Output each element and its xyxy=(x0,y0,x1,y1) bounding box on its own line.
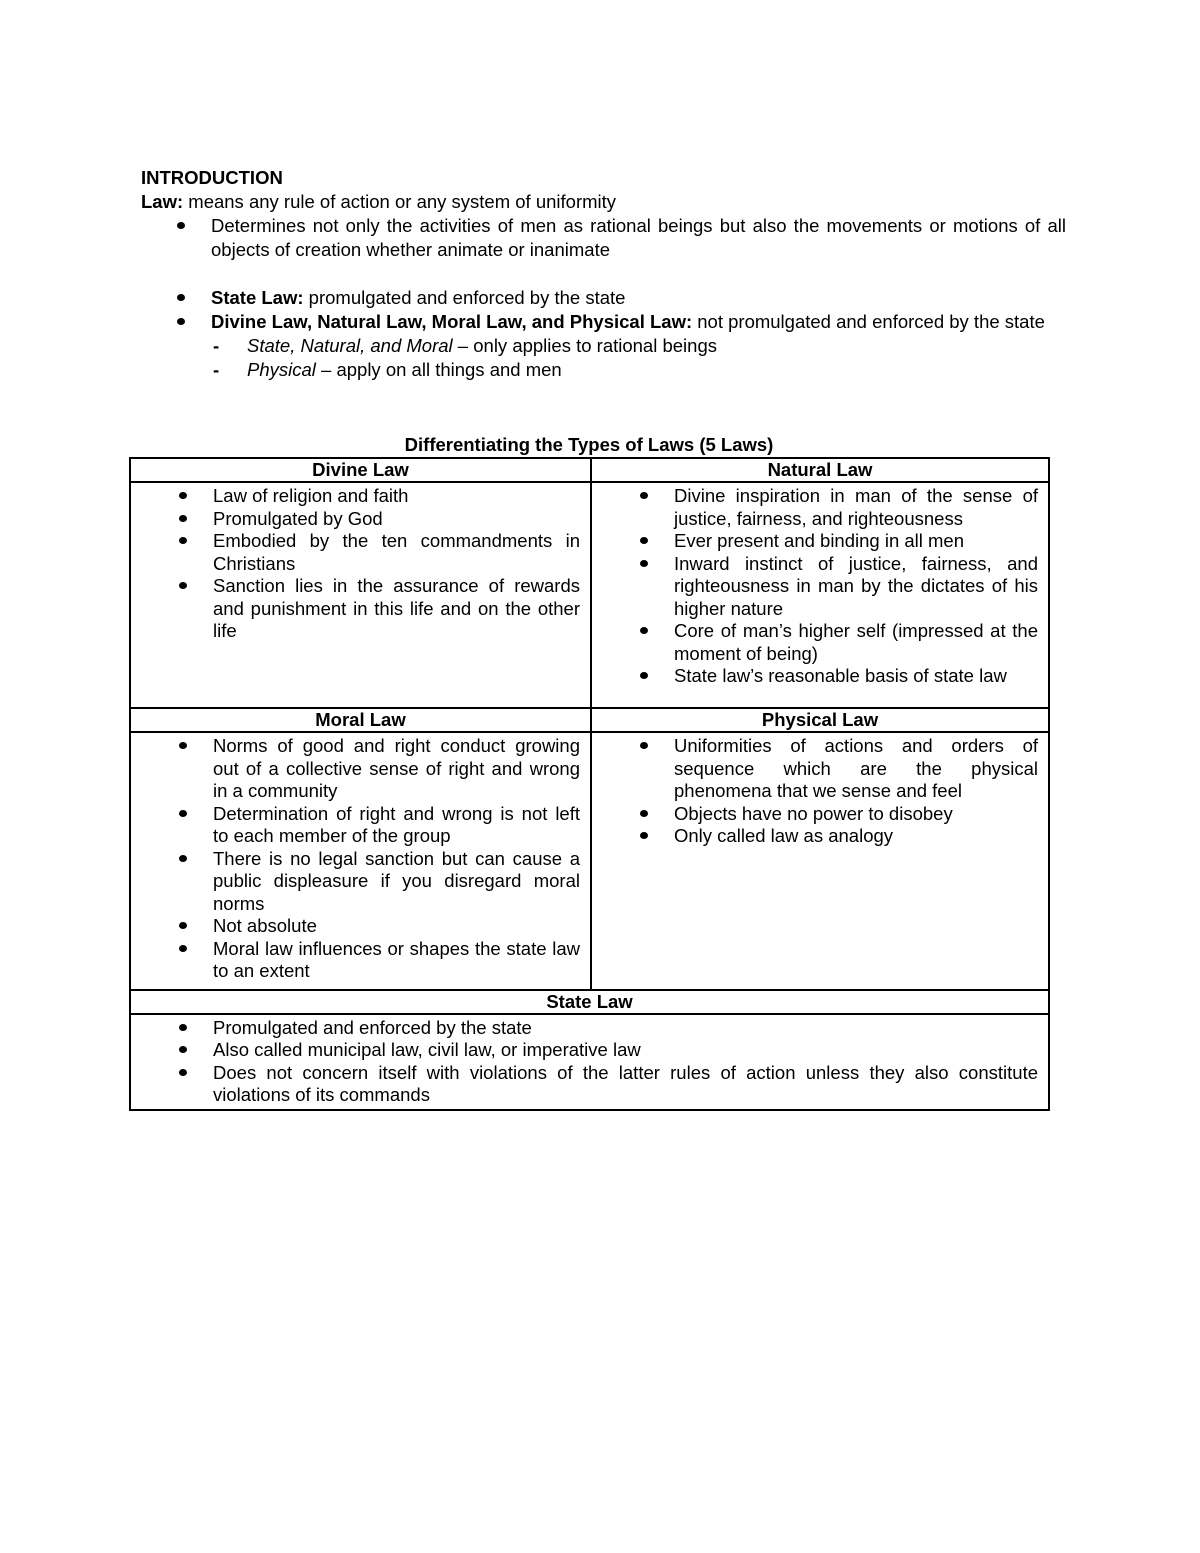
divine-law-list xyxy=(131,485,580,643)
state-law-list xyxy=(131,1017,1038,1107)
divine-law-cell xyxy=(130,482,591,708)
physical-law-cell xyxy=(591,732,1049,990)
natural-law-cell xyxy=(591,482,1049,708)
sub-list-item xyxy=(247,358,1066,382)
list-item: Objects have no power to disobey xyxy=(674,803,1038,826)
list-item: Promulgated and enforced by the state xyxy=(213,1017,1038,1040)
state-law-term: State Law: xyxy=(211,287,304,308)
list-item: Inward instinct of justice, fairness, and righteousness in man by the dictates of his higher nature xyxy=(674,552,1038,619)
list-item: Does not concern itself with violations of the latter rules of action unless they also constitute violations of its commands xyxy=(213,1061,1038,1105)
list-item: Also called municipal law, civil law, or imperative law xyxy=(213,1039,1038,1062)
sub-item-text: – apply on all things and men xyxy=(315,359,562,380)
list-item: Law of religion and faith xyxy=(213,485,580,508)
state-law-cell xyxy=(130,1014,1049,1110)
laws-table xyxy=(129,457,1050,1111)
list-item xyxy=(211,310,1066,382)
list-item: Determination of right and wrong is not left to each member of the group xyxy=(213,802,580,846)
list-item xyxy=(211,214,1066,262)
list-item: Core of man’s higher self (impressed at the moment of being) xyxy=(674,620,1038,664)
list-item: Promulgated by God xyxy=(213,508,580,531)
state-law-header: State Law xyxy=(130,990,1049,1014)
list-item: Divine inspiration in man of the sense of justice, fairness, and righteousness xyxy=(674,485,1038,529)
divine-law-header: Divine Law xyxy=(130,458,591,482)
section-heading: INTRODUCTION xyxy=(141,167,283,188)
other-laws-def: not promulgated and enforced by the state xyxy=(692,311,1045,332)
law-kinds-list xyxy=(141,286,1066,382)
list-item: Moral law influences or shapes the state law to an extent xyxy=(213,937,580,981)
list-item: Not absolute xyxy=(213,915,580,938)
sub-item-text: – only applies to rational beings xyxy=(452,335,717,356)
moral-law-cell xyxy=(130,732,591,990)
moral-law-list xyxy=(131,735,580,983)
list-item xyxy=(211,286,1066,310)
moral-law-header: Moral Law xyxy=(130,708,591,732)
list-item: Embodied by the ten commandments in Christians xyxy=(213,530,580,574)
list-item: Only called law as analogy xyxy=(674,825,1038,848)
list-item: State law’s reasonable basis of state law xyxy=(674,665,1038,688)
sub-item-italic: State, Natural, and Moral xyxy=(247,335,453,356)
introduction-section xyxy=(141,166,1066,382)
state-law-def: promulgated and enforced by the state xyxy=(303,287,626,308)
list-item: There is no legal sanction but can cause a public displeasure if you disregard moral norms xyxy=(213,847,580,914)
list-item: Sanction lies in the assurance of rewards and punishment in this life and on the other life xyxy=(213,575,580,641)
law-definition xyxy=(141,190,1066,214)
natural-law-header: Natural Law xyxy=(591,458,1049,482)
sub-list xyxy=(211,334,1066,382)
table-title: Differentiating the Types of Laws (5 Laws) xyxy=(404,434,774,455)
list-item: Ever present and binding in all men xyxy=(674,530,1038,553)
intro-list xyxy=(141,214,1066,262)
physical-law-list xyxy=(592,735,1038,848)
law-definition-text: means any rule of action or any system of uniformity xyxy=(183,191,617,212)
other-laws-term: Divine Law, Natural Law, Moral Law, and Physical Law: xyxy=(211,311,693,332)
list-item: Norms of good and right conduct growing out of a collective sense of right and wrong in a community xyxy=(213,735,580,801)
sub-list-item xyxy=(247,334,1066,358)
list-item-text: Determines not only the activities of men as rational beings but also the movements or motions of all objects of creation whether animate or inanimate xyxy=(211,215,1066,260)
sub-item-italic: Physical xyxy=(247,359,316,380)
natural-law-list xyxy=(592,485,1038,688)
physical-law-header: Physical Law xyxy=(591,708,1049,732)
law-term: Law: xyxy=(141,191,184,212)
list-item: Uniformities of actions and orders of sequence which are the physical phenomena that we sense and feel xyxy=(674,735,1038,801)
